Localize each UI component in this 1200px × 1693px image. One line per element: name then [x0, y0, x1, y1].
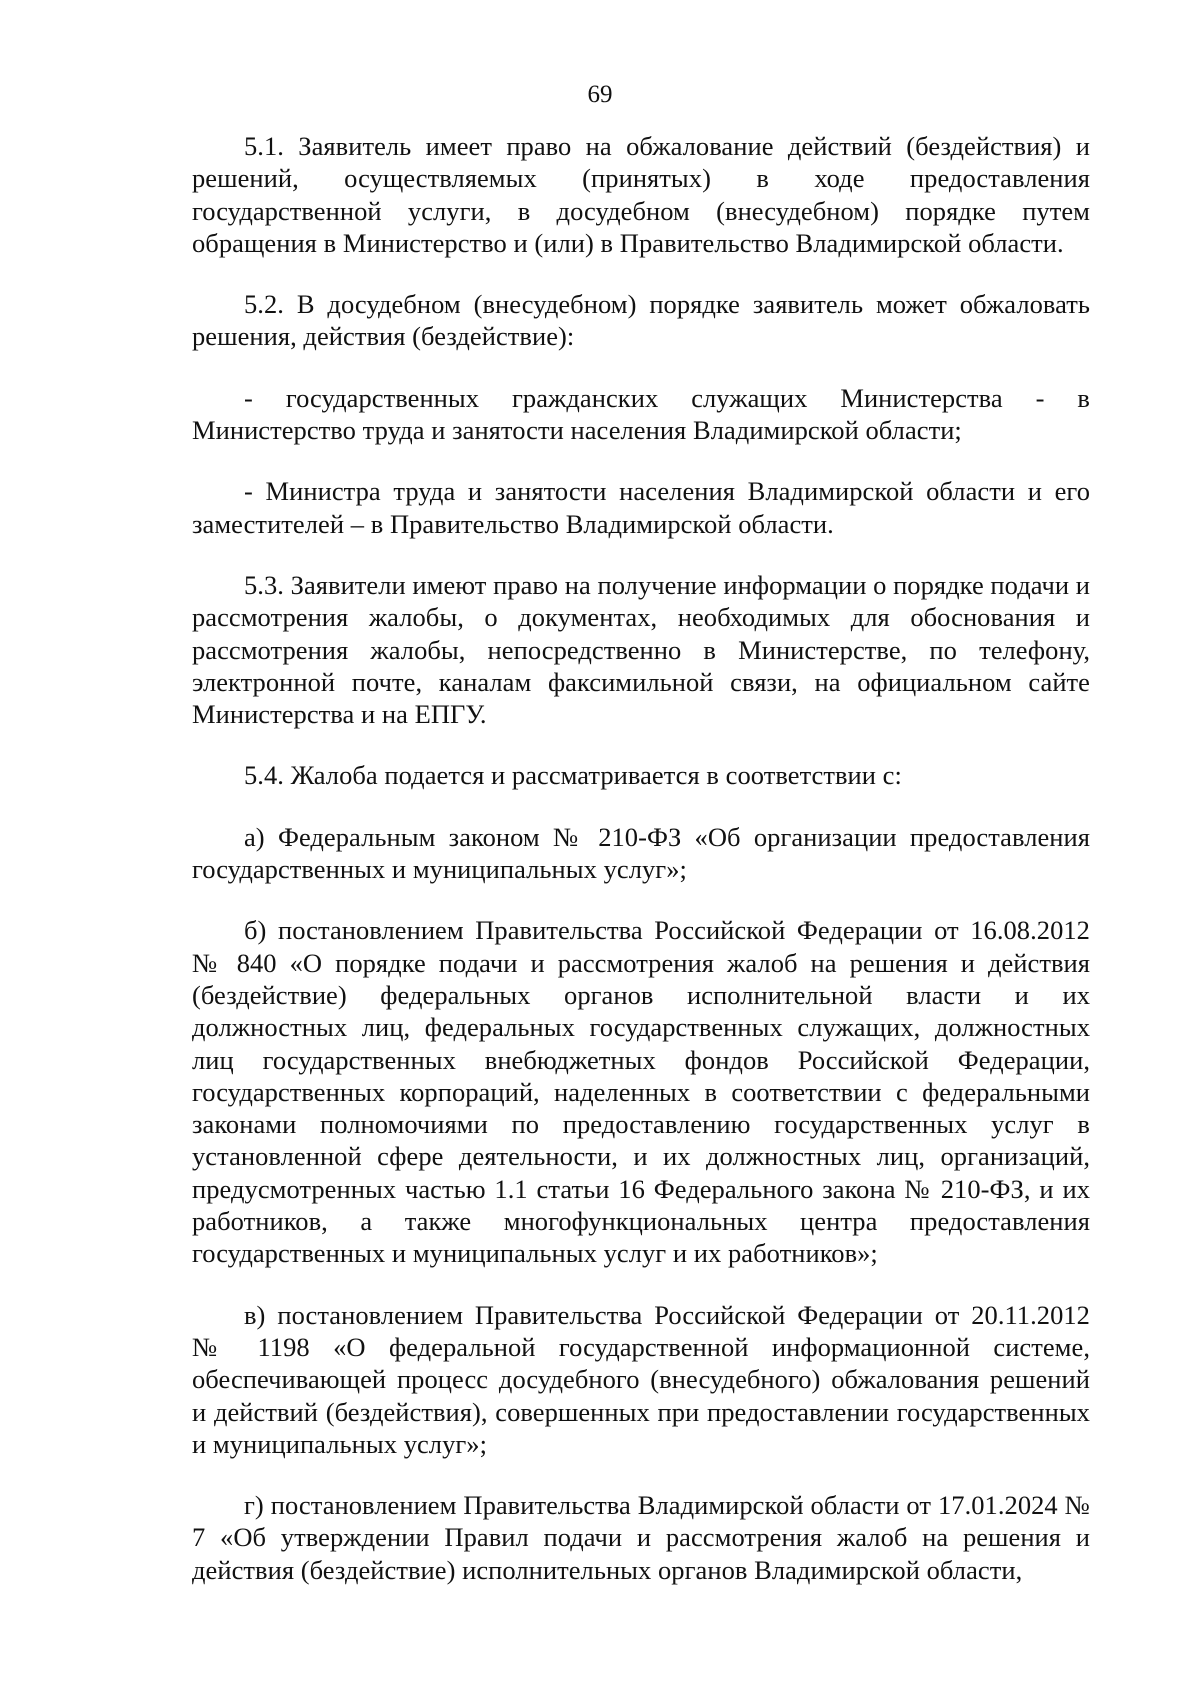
- list-item-b: б) постановлением Правительства Российской Федерации от 16.08.2012 № 840 «О порядке подачи и рассмотрения жалоб на решения и действия (бездействие) федеральных органов исполнительной власти и их должностных лиц, федеральных государственных служащих, должностных лиц государственных внебюджетных фондов Российской Федерации, государственных корпораций, наделенных в соответствии с федеральными законами полномочиями по предоставлению государственных услуг в установленной сфере деятельности, и их должностных лиц, организаций, предусмотренных частью 1.1 статьи 16 Федерального закона № 210-ФЗ, и их работников, а также многофункциональных центра предоставления государственных и муниципальных услуг и их работников»;: [192, 915, 1090, 1269]
- page-number: 69: [587, 81, 613, 108]
- paragraph-5-4: 5.4. Жалоба подается и рассматривается в соответствии с:: [244, 760, 902, 791]
- document-body: [192, 130, 1090, 1615]
- paragraph-5-3: 5.3. Заявители имеют право на получение информации о порядке подачи и рассмотрения жалобы, о документах, необходимых для обоснования и рассмотрения жалобы, непосредственно в Министерстве, по телефону, электронной почте, каналам факсимильной связи, на официальном сайте Министерства и на ЕПГУ.: [192, 569, 1091, 730]
- list-item-minister: - Министра труда и занятости населения Владимирской области и его заместителей – в Правительство Владимирской области.: [192, 476, 1090, 539]
- paragraph-5-1: 5.1. Заявитель имеет право на обжалование действий (бездействия) и решений, осуществляемых (принятых) в ходе предоставления государственной услуги, в досудебном (внесудебном) порядке путем обращения в Министерство и (или) в Правительство Владимирской области.: [192, 131, 1090, 258]
- list-item-a: а) Федеральным законом № 210-ФЗ «Об организации предоставления государственных и муниципальных услуг»;: [192, 821, 1090, 885]
- list-item-g: г) постановлением Правительства Владимирской области от 17.01.2024 № 7 «Об утверждении Правил подачи и рассмотрения жалоб на решения и действия (бездействие) исполнительных органов Владимирской области,: [192, 1490, 1090, 1585]
- list-item-v: в) постановлением Правительства Российской Федерации от 20.11.2012 № 1198 «О федеральной государственной информационной системе, обеспечивающей процесс досудебного (внесудебного) обжалования решений и действий (бездействия), совершенных при предоставлении государственных и муниципальных услуг»;: [192, 1299, 1090, 1459]
- paragraph-5-2: 5.2. В досудебном (внесудебном) порядке заявитель может обжаловать решения, действия (бездействие):: [192, 289, 1090, 352]
- list-item-civil-servants: - государственных гражданских служащих Министерства - в Министерство труда и занятости населения Владимирской области;: [192, 382, 1090, 446]
